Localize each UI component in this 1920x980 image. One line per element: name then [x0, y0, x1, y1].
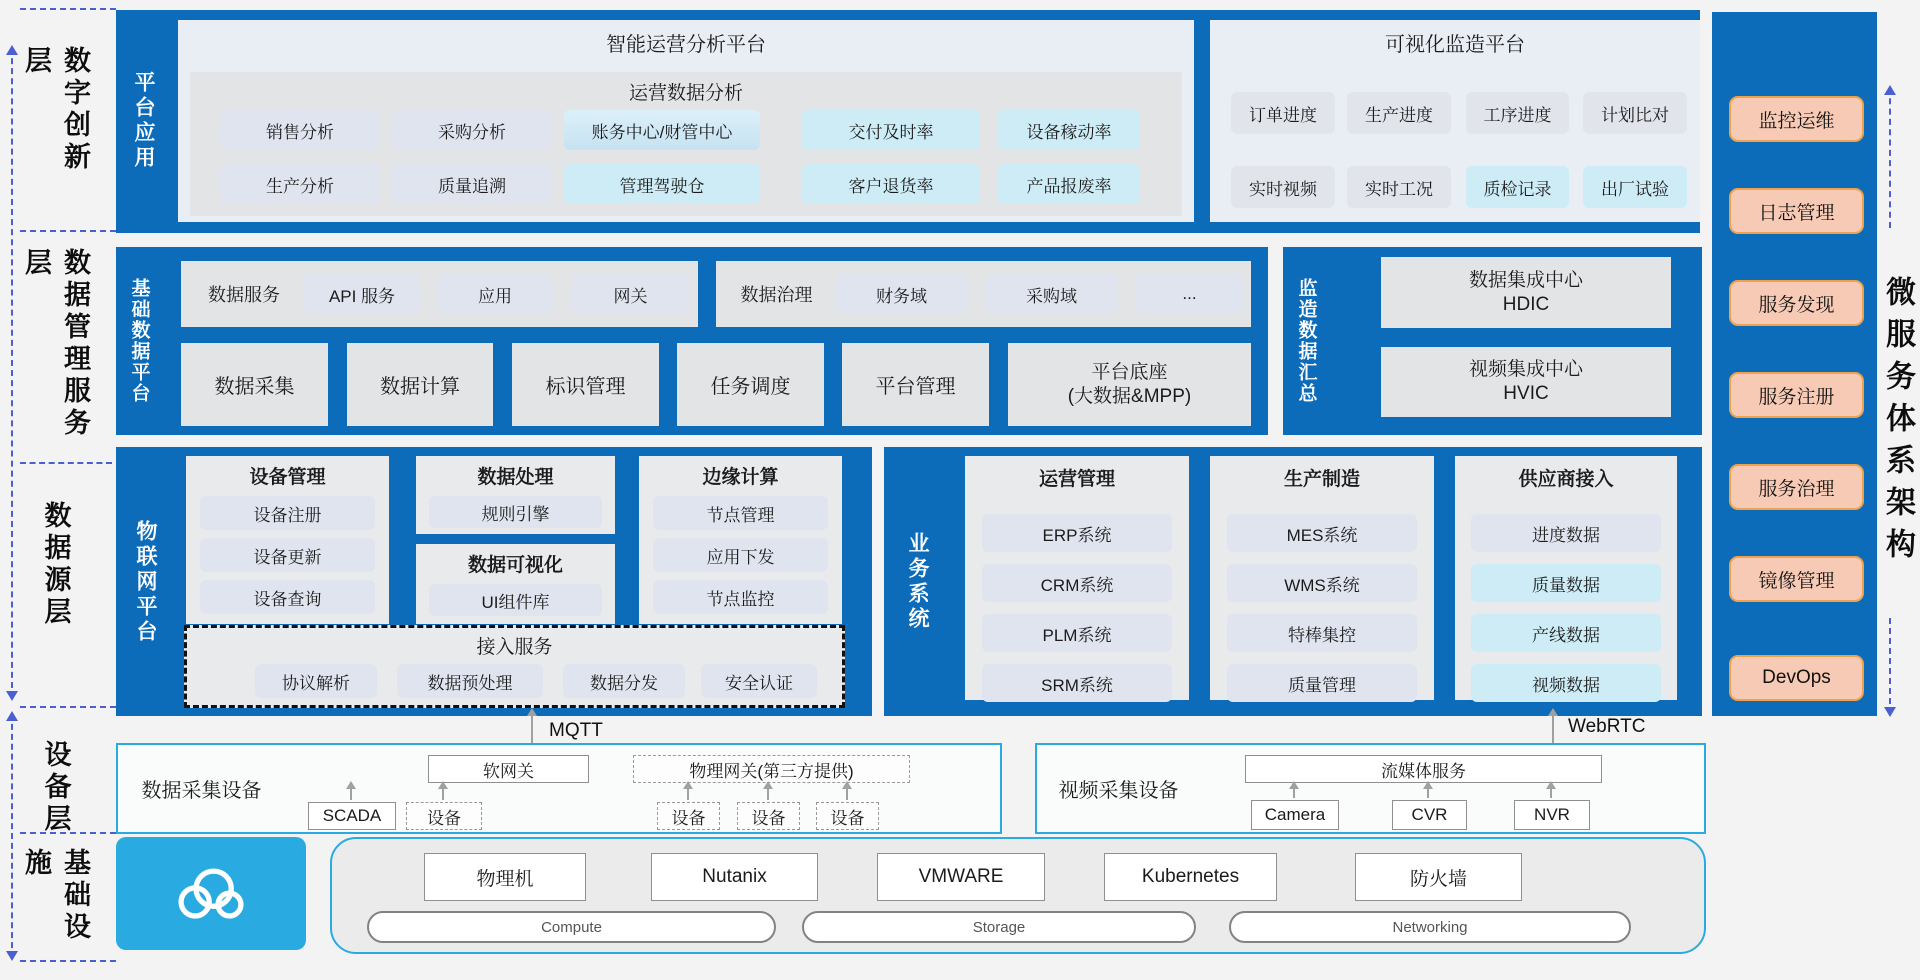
- vmware-node[interactable]: VMWARE: [877, 853, 1045, 901]
- up-arrow-icon: [1427, 787, 1429, 798]
- left-rail-arrow-icon: [11, 714, 13, 958]
- factory-test-button[interactable]: 出厂试验: [1583, 166, 1687, 208]
- sales-analysis-button[interactable]: 销售分析: [220, 110, 380, 150]
- more-domains-button[interactable]: ...: [1136, 274, 1243, 314]
- microservices-sidebar: [1712, 12, 1877, 716]
- customer-return-rate-button[interactable]: 客户退货率: [802, 164, 980, 204]
- finance-center-button[interactable]: 账务中心/财管中心: [564, 110, 760, 150]
- monitoring-ops-button[interactable]: 监控运维: [1729, 96, 1864, 142]
- business-systems-band: [884, 447, 1702, 716]
- ops-data-analysis-title: 运营数据分析: [628, 83, 743, 104]
- quality-trace-button[interactable]: 质量追溯: [392, 164, 552, 204]
- device-register-button[interactable]: 设备注册: [200, 496, 375, 530]
- iot-platform-side-label: 物联网平台: [134, 519, 157, 645]
- crm-system-button[interactable]: CRM系统: [982, 564, 1172, 602]
- process-progress-button[interactable]: 工序进度: [1466, 92, 1569, 134]
- scada-node[interactable]: SCADA: [308, 802, 396, 830]
- realtime-condition-button[interactable]: 实时工况: [1347, 166, 1451, 208]
- production-progress-button[interactable]: 生产进度: [1347, 92, 1451, 134]
- data-governance-group: [716, 261, 1251, 327]
- data-compute-module[interactable]: 数据计算: [347, 343, 493, 426]
- camera-node[interactable]: Camera: [1251, 800, 1339, 830]
- arrowhead-up-icon: [1884, 85, 1896, 95]
- procurement-domain-button[interactable]: 采购域: [986, 274, 1117, 314]
- platform-base-line2: (大数据&MPP): [1067, 385, 1192, 407]
- plm-system-button[interactable]: PLM系统: [982, 614, 1172, 652]
- production-mfg-column: [1210, 456, 1434, 700]
- app-deploy-button[interactable]: 应用下发: [653, 538, 828, 572]
- microservice-architecture-label: 微服务体系架构: [1881, 276, 1914, 570]
- layer-separator-dashed: [20, 230, 116, 232]
- arrowhead-down-icon: [6, 951, 18, 961]
- procurement-analysis-button[interactable]: 采购分析: [392, 110, 552, 150]
- up-arrow-icon: [350, 787, 352, 800]
- device-node[interactable]: 设备: [657, 802, 720, 830]
- mqtt-label: MQTT: [549, 720, 603, 741]
- device-node[interactable]: 设备: [737, 802, 800, 830]
- video-integration-center-node[interactable]: [1381, 347, 1671, 417]
- up-arrow-icon: [442, 787, 444, 800]
- data-distribute-button[interactable]: 数据分发: [563, 664, 685, 698]
- hdic-line1: 数据集成中心: [1468, 269, 1583, 291]
- access-service-group: [184, 625, 845, 708]
- business-systems-side-label: 业务系统: [906, 532, 929, 632]
- right-rail-arrow-icon: [1889, 88, 1891, 228]
- networking-pill: Networking: [1229, 911, 1631, 943]
- service-registry-button[interactable]: 服务注册: [1729, 372, 1864, 418]
- gateway-button[interactable]: 网关: [572, 274, 689, 314]
- management-cockpit-button[interactable]: 管理驾驶仓: [564, 164, 760, 204]
- hdic-line2: HDIC: [1502, 293, 1550, 315]
- soft-gateway-node[interactable]: 软网关: [428, 755, 589, 783]
- special-bar-control-button[interactable]: 特棒集控: [1227, 614, 1417, 652]
- service-governance-button[interactable]: 服务治理: [1729, 464, 1864, 510]
- layer-label-digital-innovation: 数字创新层: [21, 46, 90, 174]
- data-visualization-column: [416, 544, 615, 624]
- smart-ops-platform-panel: [178, 20, 1194, 222]
- supervision-data-band: [1283, 247, 1702, 435]
- up-arrow-icon: [767, 787, 769, 800]
- data-service-label: 数据服务: [208, 285, 280, 305]
- streaming-media-service-node[interactable]: 流媒体服务: [1245, 755, 1602, 783]
- supplier-access-title: 供应商接入: [1518, 469, 1614, 490]
- security-auth-button[interactable]: 安全认证: [701, 664, 817, 698]
- data-collection-devices-label: 数据采集设备: [141, 780, 262, 802]
- platform-base-module[interactable]: [1008, 343, 1251, 426]
- data-collection-devices-box: [116, 743, 1002, 834]
- physical-gateway-node[interactable]: 物理网关(第三方提供): [633, 755, 910, 783]
- platform-application-side-label: 平台应用: [132, 71, 155, 171]
- device-node[interactable]: 设备: [816, 802, 879, 830]
- quality-mgmt-button[interactable]: 质量管理: [1227, 664, 1417, 702]
- arrowhead-down-icon: [6, 691, 18, 701]
- operations-mgmt-title: 运营管理: [1038, 469, 1115, 490]
- access-service-title: 接入服务: [476, 637, 553, 658]
- devops-button[interactable]: DevOps: [1729, 655, 1864, 701]
- platform-application-band: [116, 10, 1700, 233]
- platform-mgmt-module[interactable]: 平台管理: [842, 343, 989, 426]
- visual-supervision-panel: [1210, 20, 1700, 222]
- data-processing-title: 数据处理: [477, 467, 554, 488]
- erp-system-button[interactable]: ERP系统: [982, 514, 1172, 552]
- realtime-video-button[interactable]: 实时视频: [1231, 166, 1335, 208]
- video-collection-devices-box: [1035, 743, 1706, 834]
- up-arrow-icon: [1550, 787, 1552, 798]
- data-visualization-title: 数据可视化: [467, 555, 563, 576]
- device-node[interactable]: 设备: [406, 802, 482, 830]
- kubernetes-node[interactable]: Kubernetes: [1104, 853, 1277, 901]
- edge-computing-title: 边缘计算: [702, 467, 779, 488]
- identifier-mgmt-module[interactable]: 标识管理: [512, 343, 659, 426]
- data-governance-label: 数据治理: [740, 285, 813, 305]
- up-arrow-icon: [687, 787, 689, 800]
- quality-inspection-record-button[interactable]: 质检记录: [1466, 166, 1569, 208]
- ops-data-analysis-group: [190, 72, 1182, 216]
- firewall-node[interactable]: 防火墙: [1355, 853, 1522, 901]
- application-button[interactable]: 应用: [437, 274, 553, 314]
- video-data-button[interactable]: 视频数据: [1471, 664, 1661, 702]
- supervision-data-side-label: 监造数据汇总: [1295, 278, 1317, 404]
- data-integration-center-node[interactable]: [1381, 257, 1671, 328]
- node-mgmt-button[interactable]: 节点管理: [653, 496, 828, 530]
- physical-machine-node[interactable]: 物理机: [424, 853, 586, 901]
- edge-computing-column: [639, 456, 842, 624]
- production-analysis-button[interactable]: 生产分析: [220, 164, 380, 204]
- base-data-platform-side-label: 基础数据平台: [128, 278, 150, 404]
- srm-system-button[interactable]: SRM系统: [982, 664, 1172, 702]
- webrtc-label: WebRTC: [1568, 716, 1646, 737]
- order-progress-button[interactable]: 订单进度: [1231, 92, 1335, 134]
- cloud-tile: [116, 837, 306, 950]
- smart-ops-platform-title: 智能运营分析平台: [606, 34, 766, 56]
- layer-label-infrastructure: 基础设施: [21, 848, 90, 944]
- layer-separator-dashed: [20, 462, 112, 464]
- nvr-node[interactable]: NVR: [1514, 800, 1590, 830]
- arrowhead-up-icon: [6, 711, 18, 721]
- on-time-delivery-button[interactable]: 交付及时率: [802, 110, 980, 150]
- platform-base-line1: 平台底座: [1091, 361, 1168, 383]
- layer-label-data-source: 数据源层: [40, 501, 71, 629]
- supplier-access-column: [1455, 456, 1677, 700]
- data-preprocess-button[interactable]: 数据预处理: [397, 664, 543, 698]
- compute-pill: Compute: [367, 911, 776, 943]
- cloud-icon: [167, 863, 255, 925]
- api-service-button[interactable]: API 服务: [304, 274, 420, 314]
- wms-system-button[interactable]: WMS系统: [1227, 564, 1417, 602]
- quality-data-button[interactable]: 质量数据: [1471, 564, 1661, 602]
- device-mgmt-column: [186, 456, 389, 624]
- data-processing-column: [416, 456, 615, 534]
- right-rail-arrow-icon: [1889, 618, 1891, 714]
- image-mgmt-button[interactable]: 镜像管理: [1729, 556, 1864, 602]
- ui-component-library-button[interactable]: UI组件库: [429, 584, 602, 616]
- iot-platform-band: [116, 447, 872, 716]
- equipment-utilization-button[interactable]: 设备稼动率: [998, 110, 1140, 150]
- device-mgmt-title: 设备管理: [249, 467, 326, 488]
- up-arrow-icon: [846, 787, 848, 800]
- arrowhead-up-icon: [1548, 708, 1558, 716]
- operations-mgmt-column: [965, 456, 1189, 700]
- device-query-button[interactable]: 设备查询: [200, 580, 375, 614]
- production-line-data-button[interactable]: 产线数据: [1471, 614, 1661, 652]
- mes-system-button[interactable]: MES系统: [1227, 514, 1417, 552]
- device-update-button[interactable]: 设备更新: [200, 538, 375, 572]
- progress-data-button[interactable]: 进度数据: [1471, 514, 1661, 552]
- log-mgmt-button[interactable]: 日志管理: [1729, 188, 1864, 234]
- layer-separator-dashed: [20, 8, 116, 10]
- layer-label-data-mgmt-service: 数据管理服务层: [21, 248, 90, 440]
- storage-pill: Storage: [802, 911, 1196, 943]
- visual-supervision-title: 可视化监造平台: [1385, 34, 1525, 56]
- rule-engine-button[interactable]: 规则引擎: [429, 496, 602, 528]
- left-rail-arrow-icon: [11, 48, 13, 698]
- arrowhead-down-icon: [1884, 707, 1896, 717]
- layer-separator-dashed: [20, 706, 116, 708]
- layer-label-device: 设备层: [40, 740, 71, 836]
- protocol-parse-button[interactable]: 协议解析: [255, 664, 377, 698]
- task-scheduling-module[interactable]: 任务调度: [677, 343, 824, 426]
- up-arrow-icon: [1293, 787, 1295, 798]
- nutanix-node[interactable]: Nutanix: [651, 853, 818, 901]
- node-monitor-button[interactable]: 节点监控: [653, 580, 828, 614]
- data-collection-module[interactable]: 数据采集: [181, 343, 328, 426]
- production-mfg-title: 生产制造: [1283, 469, 1360, 490]
- layer-separator-dashed: [20, 960, 116, 962]
- hvic-line1: 视频集成中心: [1468, 359, 1583, 381]
- base-data-platform-band: [116, 247, 1268, 435]
- plan-compare-button[interactable]: 计划比对: [1583, 92, 1687, 134]
- product-scrap-rate-button[interactable]: 产品报废率: [998, 164, 1140, 204]
- infrastructure-box: [330, 837, 1706, 954]
- finance-domain-button[interactable]: 财务域: [836, 274, 967, 314]
- data-service-group: [181, 261, 698, 327]
- cvr-node[interactable]: CVR: [1392, 800, 1467, 830]
- arrowhead-up-icon: [527, 708, 537, 716]
- service-discovery-button[interactable]: 服务发现: [1729, 280, 1864, 326]
- video-collection-devices-label: 视频采集设备: [1058, 780, 1179, 802]
- hvic-line2: HVIC: [1503, 383, 1549, 404]
